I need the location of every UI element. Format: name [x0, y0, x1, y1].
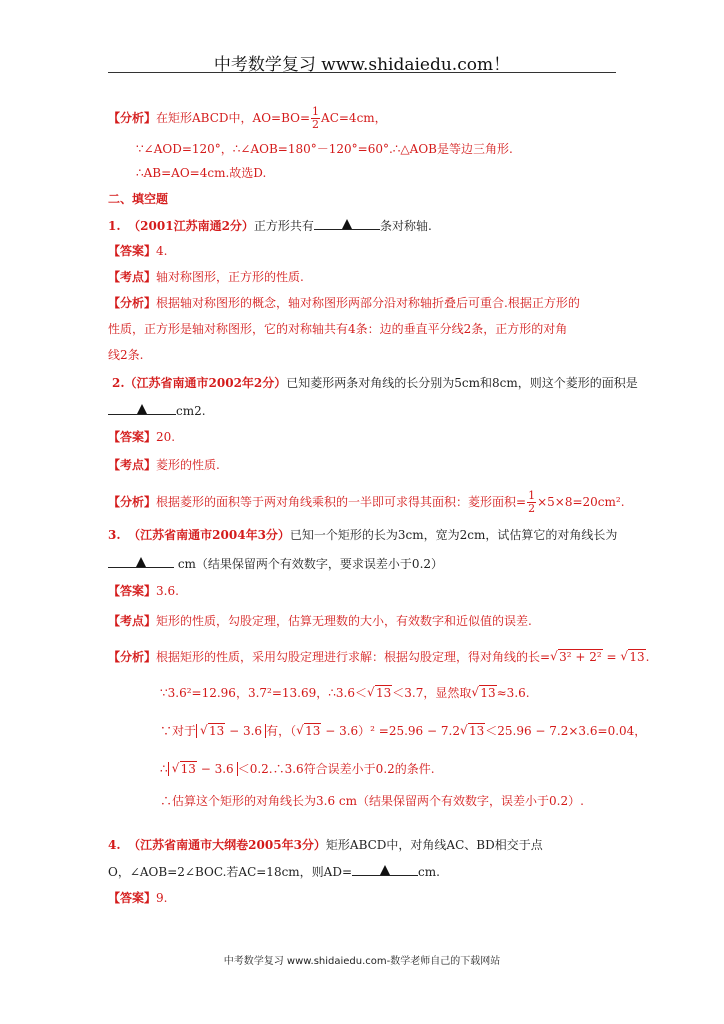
q2-source: （江苏省南通市2002年2分）	[124, 376, 287, 390]
q4-question: 4. （江苏省南通市大纲卷2005年3分）矩形ABCD中，对角线AC、BD相交于点	[108, 838, 543, 852]
q3-blank	[108, 556, 174, 568]
q1-analysis-line1: 【分析】根据轴对称图形的概念，轴对称图形两部分沿对称轴折叠后可重合.根据正方形的	[108, 296, 580, 310]
q3-analysis: 【分析】根据矩形的性质，采用勾股定理进行求解：根据勾股定理，得对角线的长=√ 3² + 2² = √ 13.	[108, 650, 649, 665]
q3-conclusion: ∴估算这个矩形的对角线长为3.6 cm（结果保留两个有效数字，误差小于0.2）.	[160, 794, 584, 808]
q3-question-line2: cm（结果保留两个有效数字，要求误差小于0.2）	[108, 556, 443, 572]
q1-answer: 【答案】4.	[108, 244, 168, 258]
q3-source: （江苏省南通市2004年3分）	[128, 528, 290, 542]
section-title: 二、填空题	[108, 192, 169, 206]
q3-step1: ∵3.6²=12.96，3.7²=13.69，∴3.6＜√ 13＜3.7，显然取√ 13≈3.6.	[160, 686, 530, 701]
fraction: $\frac{1}{2}$	[528, 489, 536, 515]
fraction: $\frac{1}{2}$	[312, 105, 320, 131]
sqrt-expr: √ 3² + 2²	[550, 650, 603, 665]
analysis-tag: 【分析】	[108, 111, 157, 125]
q4-source: （江苏省南通市大纲卷2005年3分）	[128, 838, 326, 852]
q3-answer: 【答案】3.6.	[108, 584, 179, 598]
q2-blank	[108, 403, 176, 415]
sqrt-expr: √ 13	[620, 650, 645, 665]
q3-kaodian: 【考点】矩形的性质，勾股定理，估算无理数的大小，有效数字和近似值的误差.	[108, 614, 532, 628]
page-footer: 中考数学复习 www.shidaiedu.com-数学老师自己的下载网站	[223, 956, 501, 967]
page-header: 中考数学复习 www.shidaiedu.com！	[213, 55, 511, 75]
q0-analysis-line3: ∴AB=AO=4cm.故选D.	[136, 166, 267, 180]
q1-kaodian: 【考点】轴对称图形，正方形的性质.	[108, 270, 304, 284]
q2-question: 2.（江苏省南通市2002年2分）已知菱形两条对角线的长分别为5cm和8cm，则这个菱形的面积是	[112, 376, 638, 390]
q0-analysis-line2: ∵∠AOD=120°，∴∠AOB=180°－120°=60°.∴△AOB是等边三角形.	[136, 142, 513, 156]
q2-kaodian: 【考点】菱形的性质.	[108, 458, 220, 472]
header-rule	[108, 72, 616, 73]
q2-question-line2: cm2.	[108, 403, 206, 419]
q3-step2: ∵对于√ 13 − 3.6 有，（√ 13 − 3.6）² =25.96 − 7.2√ 13＜25.96 − 7.2×3.6=0.04，	[160, 724, 646, 739]
q1-source: （2001江苏南通2分）	[128, 219, 254, 233]
q3-step3: ∴√ 13 − 3.6 ＜0.2.∴3.6符合误差小于0.2的条件.	[160, 762, 435, 777]
q0-analysis-line1: 【分析】在矩形ABCD中，AO=BO= $\frac{1}{2}$ AC=4cm，	[108, 105, 387, 131]
triangle-icon	[342, 219, 352, 229]
q4-blank	[352, 864, 418, 876]
q1-analysis-line2: 性质，正方形是轴对称图形，它的对称轴共有4条：边的垂直平分线2条，正方形的对角	[108, 322, 568, 336]
q3-question: 3. （江苏省南通市2004年3分）已知一个矩形的长为3cm，宽为2cm，试估算它的对角线长为	[108, 528, 618, 542]
triangle-icon	[380, 865, 390, 875]
q2-analysis: 【分析】根据菱形的面积等于两对角线乘积的一半即可求得其面积：菱形面积= $\frac{1}{2}$ ×5×8=20cm².	[108, 489, 625, 515]
q1-analysis-line3: 线2条.	[108, 348, 144, 362]
q4-answer: 【答案】9.	[108, 891, 168, 905]
q1-blank	[314, 218, 380, 230]
triangle-icon	[137, 404, 147, 414]
triangle-icon	[136, 557, 146, 567]
q4-question-line2: O，∠AOB=2∠BOC.若AC=18cm，则AD= cm.	[108, 865, 440, 879]
q2-answer: 【答案】20.	[108, 430, 176, 444]
q1-question: 1. （2001江苏南通2分）正方形共有 条对称轴.	[108, 219, 432, 233]
